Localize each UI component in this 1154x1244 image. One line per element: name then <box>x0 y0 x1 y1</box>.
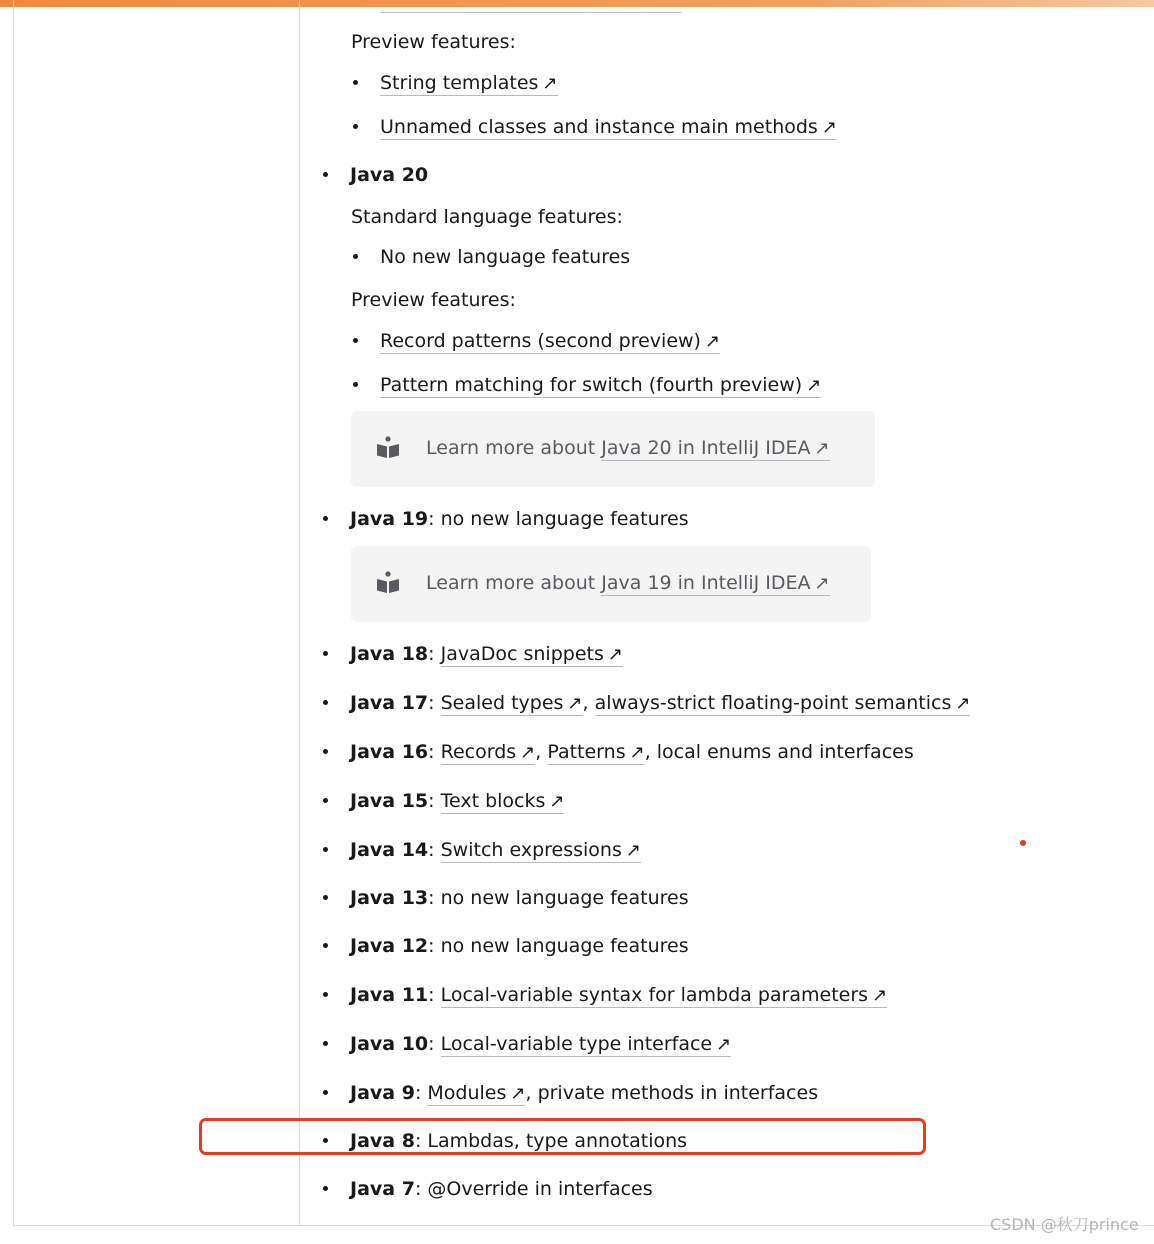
external-link-arrow-icon: ↗ <box>872 985 888 1006</box>
bullet <box>323 1041 328 1046</box>
version-item-java17: Java 17: Sealed types ↗, always-strict floating-point semantics ↗ <box>350 692 971 714</box>
link-switch-expressions[interactable]: Switch expressions ↗ <box>440 839 641 861</box>
external-link-arrow-icon: ↗ <box>806 375 822 396</box>
red-dot-annotation <box>1020 840 1026 846</box>
link-strict-fp[interactable]: always-strict floating-point semantics ↗ <box>594 692 971 714</box>
link-string-templates[interactable]: String templates ↗ <box>380 72 558 94</box>
list-item <box>380 328 720 355</box>
external-link-arrow-icon: ↗ <box>567 693 583 714</box>
bullet <box>323 992 328 997</box>
version-item-java11: Java 11: Local-variable syntax for lambda parameters ↗ <box>350 984 888 1006</box>
version-title-java20: Java 20 <box>350 164 429 186</box>
bullet <box>323 943 328 948</box>
external-link-arrow-icon: ↗ <box>814 573 830 594</box>
version-item-java19: Java 19: no new language features <box>350 508 689 530</box>
list-item <box>380 372 821 399</box>
link-patterns[interactable]: Patterns ↗ <box>547 741 645 763</box>
bullet <box>353 338 358 343</box>
external-link-arrow-icon: ↗ <box>814 438 830 459</box>
bullet <box>323 516 328 521</box>
version-item-java12: Java 12: no new language features <box>350 935 689 957</box>
external-link-arrow-icon: ↗ <box>821 117 837 138</box>
link-records[interactable]: Records ↗ <box>440 741 536 763</box>
external-link-arrow-icon: ↗ <box>629 742 645 763</box>
bullet <box>353 80 358 85</box>
external-link-arrow-icon: ↗ <box>607 644 623 665</box>
bullet <box>323 798 328 803</box>
link-javadoc-snippets[interactable]: JavaDoc snippets ↗ <box>440 643 623 665</box>
bullet <box>323 700 328 705</box>
link-unnamed-classes[interactable]: Unnamed classes and instance main methods ↗ <box>380 116 837 138</box>
link-modules[interactable]: Modules ↗ <box>427 1082 526 1104</box>
learn-more-note-java20 <box>351 411 875 487</box>
note-text: Learn more about Java 19 in IntelliJ IDEA ↗ <box>426 572 830 594</box>
bullet <box>323 895 328 900</box>
version-item-java7: Java 7: @Override in interfaces <box>350 1178 653 1200</box>
version-item-java18: Java 18: JavaDoc snippets ↗ <box>350 643 623 665</box>
truncated-link-underline <box>380 0 682 13</box>
version-item-java15: Java 15: Text blocks ↗ <box>350 790 565 812</box>
bullet <box>323 1186 328 1191</box>
note-text: Learn more about Java 20 in IntelliJ IDEA ↗ <box>426 437 830 459</box>
bullet <box>353 382 358 387</box>
list-item <box>380 114 837 141</box>
link-pattern-matching-switch[interactable]: Pattern matching for switch (fourth preview) ↗ <box>380 374 822 396</box>
version-item-java8: Java 8: Lambdas, type annotations <box>350 1130 688 1152</box>
bullet <box>323 847 328 852</box>
external-link-arrow-icon: ↗ <box>549 791 565 812</box>
column-divider <box>299 0 300 1226</box>
link-text-blocks[interactable]: Text blocks ↗ <box>440 790 565 812</box>
bullet <box>353 254 358 259</box>
red-highlight-annotation <box>199 1118 926 1155</box>
external-link-arrow-icon: ↗ <box>510 1083 526 1104</box>
book-reader-icon <box>375 570 401 596</box>
link-local-var-lambda[interactable]: Local-variable syntax for lambda parameters ↗ <box>440 984 888 1006</box>
version-item-java16: Java 16: Records ↗, Patterns ↗, local enums and interfaces <box>350 741 914 763</box>
link-java19-intellij[interactable]: Java 19 in IntelliJ IDEA ↗ <box>601 572 830 594</box>
book-reader-icon <box>375 435 401 461</box>
bullet <box>323 172 328 177</box>
link-java20-intellij[interactable]: Java 20 in IntelliJ IDEA ↗ <box>601 437 830 459</box>
external-link-arrow-icon: ↗ <box>716 1034 732 1055</box>
java21-preview-heading: Preview features: <box>351 31 516 53</box>
bullet <box>323 749 328 754</box>
external-link-arrow-icon: ↗ <box>625 840 641 861</box>
bullet <box>353 124 358 129</box>
link-local-var-type[interactable]: Local-variable type interface ↗ <box>440 1033 732 1055</box>
bullet <box>323 651 328 656</box>
version-item-java14: Java 14: Switch expressions ↗ <box>350 839 641 861</box>
external-link-arrow-icon: ↗ <box>542 73 558 94</box>
java20-standard-heading: Standard language features: <box>351 206 623 228</box>
list-item <box>380 70 558 97</box>
external-link-arrow-icon: ↗ <box>520 742 536 763</box>
version-item-java10: Java 10: Local-variable type interface ↗ <box>350 1033 732 1055</box>
watermark: CSDN @秋刀prince <box>990 1215 1139 1234</box>
learn-more-note-java19 <box>351 546 871 622</box>
external-link-arrow-icon: ↗ <box>955 693 971 714</box>
link-sealed-types[interactable]: Sealed types ↗ <box>440 692 583 714</box>
java20-preview-heading: Preview features: <box>351 289 516 311</box>
bullet <box>323 1090 328 1095</box>
external-link-arrow-icon: ↗ <box>704 331 721 352</box>
version-item-java13: Java 13: no new language features <box>350 887 689 909</box>
link-record-patterns[interactable]: Record patterns (second preview) ↗ <box>380 330 721 352</box>
version-item-java9: Java 9: Modules ↗, private methods in interfaces <box>350 1082 819 1104</box>
list-item: No new language features <box>380 246 631 268</box>
